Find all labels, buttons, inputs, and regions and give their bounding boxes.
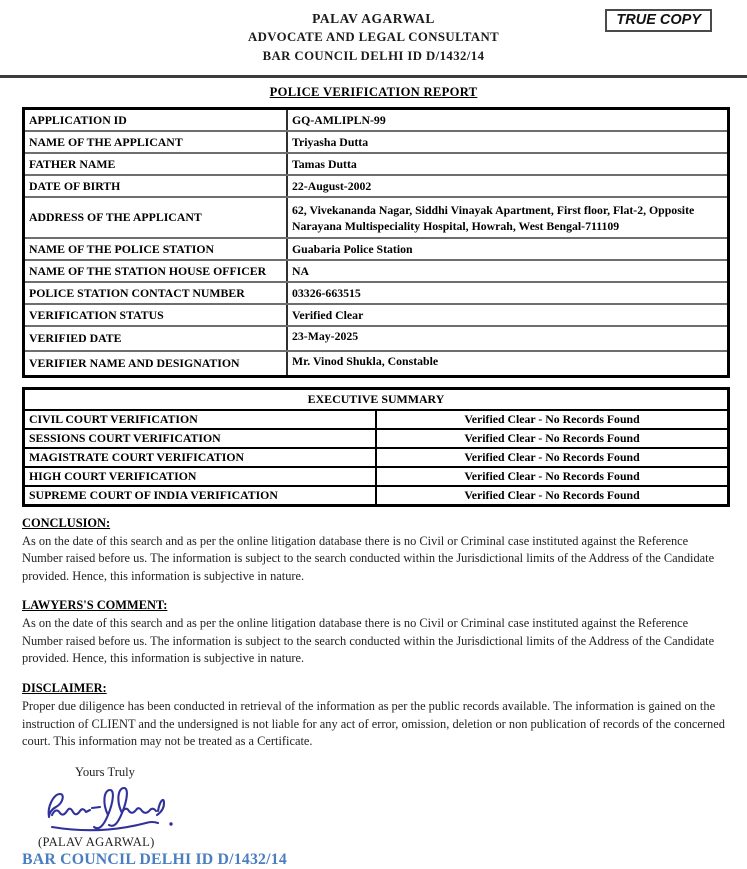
detail-label: NAME OF THE APPLICANT <box>24 131 288 153</box>
salutation: Yours Truly <box>75 764 135 779</box>
summary-label: SUPREME COURT OF INDIA VERIFICATION <box>24 486 377 506</box>
header-divider <box>0 75 747 78</box>
signature-image <box>40 784 180 834</box>
detail-value: Guabaria Police Station <box>287 238 729 260</box>
table-row <box>24 429 729 448</box>
detail-value: Verified Clear <box>287 304 729 326</box>
detail-value: Tamas Dutta <box>287 153 729 175</box>
detail-value: Mr. Vinod Shukla, Constable <box>287 351 729 376</box>
detail-label: DATE OF BIRTH <box>24 175 288 197</box>
detail-label: VERIFICATION STATUS <box>24 304 288 326</box>
summary-label: MAGISTRATE COURT VERIFICATION <box>24 448 377 467</box>
detail-value: 62, Vivekananda Nagar, Siddhi Vinayak Apartment, First floor, Flat-2, Opposite Narayana Multispeciality Hospital, Howrah, West Bengal-711109 <box>287 197 729 238</box>
table-row <box>24 410 729 429</box>
executive-summary-table <box>22 387 730 507</box>
lawyers-comment-body: As on the date of this search and as per the online litigation database there is no Civil or Criminal case instituted against the Reference Number raised before us. The information is subject to the search conducted within the Jurisdictional limits of the Address of the Candidate provided. Hence, this information is subjective in nature. <box>22 616 715 666</box>
table-row <box>24 486 729 506</box>
bar-council-id-header: BAR COUNCIL DELHI ID D/1432/14 <box>262 49 485 63</box>
summary-value: Verified Clear - No Records Found <box>376 410 729 429</box>
table-row <box>24 448 729 467</box>
lawyers-comment-heading: LAWYERS'S COMMENT: <box>22 598 168 613</box>
signatory-name: (PALAV AGARWAL) <box>38 834 155 849</box>
summary-value: Verified Clear - No Records Found <box>376 486 729 506</box>
table-header-row <box>24 388 729 410</box>
advocate-name: PALAV AGARWAL <box>312 11 435 26</box>
table-row <box>24 351 729 376</box>
table-row <box>24 109 729 132</box>
detail-value: 03326-663515 <box>287 282 729 304</box>
table-row <box>24 260 729 282</box>
detail-value: GQ-AMLIPLN-99 <box>287 109 729 132</box>
detail-label: APPLICATION ID <box>24 109 288 132</box>
document-title: POLICE VERIFICATION REPORT <box>269 85 478 99</box>
detail-label: NAME OF THE STATION HOUSE OFFICER <box>24 260 288 282</box>
table-row <box>24 304 729 326</box>
detail-label: NAME OF THE POLICE STATION <box>24 238 288 260</box>
detail-value: 22-August-2002 <box>287 175 729 197</box>
table-row <box>24 467 729 486</box>
table-row <box>24 175 729 197</box>
summary-value: Verified Clear - No Records Found <box>376 429 729 448</box>
applicant-details-table <box>22 107 730 378</box>
summary-label: CIVIL COURT VERIFICATION <box>24 410 377 429</box>
true-copy-stamp <box>605 9 712 32</box>
conclusion-body: As on the date of this search and as per the online litigation database there is no Civil or Criminal case instituted against the Reference Number raised before us. The information is subject to the search conducted within the Jurisdictional limits of the Address of the Candidate provided. Hence, this information is subjective in nature. <box>22 533 715 583</box>
detail-label: VERIFIED DATE <box>24 326 288 351</box>
conclusion-heading: CONCLUSION: <box>22 515 111 530</box>
summary-value: Verified Clear - No Records Found <box>376 467 729 486</box>
table-row <box>24 197 729 238</box>
detail-value: 23-May-2025 <box>287 326 729 351</box>
advocate-designation: ADVOCATE AND LEGAL CONSULTANT <box>247 30 500 44</box>
detail-label: FATHER NAME <box>24 153 288 175</box>
true-copy-label: TRUE COPY <box>616 12 701 28</box>
table-row <box>24 238 729 260</box>
detail-label: ADDRESS OF THE APPLICANT <box>24 197 288 238</box>
table-row <box>24 153 729 175</box>
table-row <box>24 131 729 153</box>
detail-value: NA <box>287 260 729 282</box>
summary-value: Verified Clear - No Records Found <box>376 448 729 467</box>
summary-label: HIGH COURT VERIFICATION <box>24 467 377 486</box>
bar-council-id-footer: BAR COUNCIL DELHI ID D/1432/14 <box>22 850 287 868</box>
summary-label: SESSIONS COURT VERIFICATION <box>24 429 377 448</box>
text-sections <box>22 516 727 751</box>
detail-value: Triyasha Dutta <box>287 131 729 153</box>
disclaimer-heading: DISCLAIMER: <box>22 681 107 696</box>
disclaimer-body: Proper due diligence has been conducted in retrieval of the information as per the public records available. The information is gained on the instruction of CLIENT and the undersigned is not liable for any act of error, omission, deletion or non publication of records of the concerned court. This information may not be treated as a Certificate. <box>22 699 725 749</box>
table-row <box>24 282 729 304</box>
executive-summary-title: EXECUTIVE SUMMARY <box>24 388 729 410</box>
detail-label: VERIFIER NAME AND DESIGNATION <box>24 351 288 376</box>
table-row <box>24 326 729 351</box>
detail-label: POLICE STATION CONTACT NUMBER <box>24 282 288 304</box>
